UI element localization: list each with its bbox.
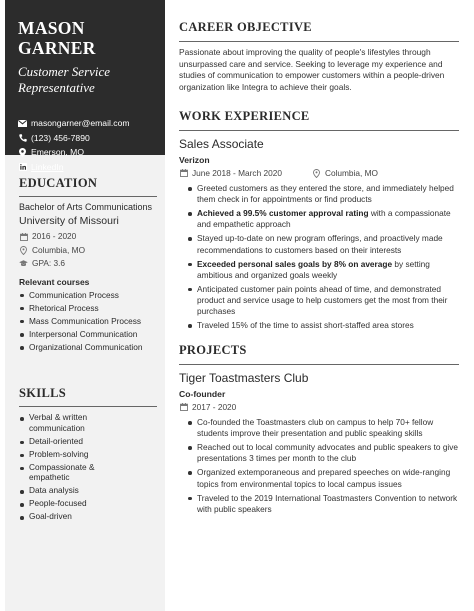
- calendar-icon: [19, 233, 28, 241]
- divider: [19, 406, 157, 407]
- list-item: Problem-solving: [19, 449, 137, 460]
- job-location: Columbia, MO: [324, 168, 378, 178]
- sidebar: [5, 0, 165, 611]
- contact-location: [18, 145, 165, 160]
- list-item: Verbal & written communication: [19, 412, 137, 433]
- job-dates: June 2018 - March 2020: [192, 168, 282, 178]
- skills-heading: SKILLS: [19, 386, 66, 400]
- list-item: Co-founded the Toastmasters club on campus to help 70+ fellow students improve their presentation and public speaking skills: [179, 417, 459, 439]
- courses-heading: Relevant courses: [19, 276, 90, 287]
- list-item: Organizational Communication: [19, 341, 157, 354]
- education-location: Columbia, MO: [19, 244, 157, 258]
- divider: [179, 364, 459, 365]
- courses-list: [19, 289, 157, 355]
- list-item: Reached out to local community advocates and public speakers to give presentations 3 times per month to the club: [179, 442, 459, 464]
- project-bullets: [179, 417, 459, 515]
- education-heading: EDUCATION: [19, 176, 98, 190]
- objective-heading: CAREER OBJECTIVE: [179, 20, 312, 34]
- list-item: Rhetorical Process: [19, 302, 157, 315]
- experience-bullets: [179, 183, 459, 331]
- phone-text: (123) 456-7890: [31, 132, 90, 143]
- project-meta: [179, 401, 459, 413]
- calendar-icon: [179, 403, 188, 411]
- list-item: People-focused: [19, 498, 137, 509]
- list-item: Anticipated customer pain points ahead of time, and demonstrated product and service usage to help customers get the most from their purchases: [179, 284, 459, 318]
- job-title: Sales Associate: [179, 137, 264, 151]
- phone-icon: [18, 133, 27, 142]
- education-gpa: GPA: 3.6: [19, 257, 157, 271]
- job-meta: [179, 167, 459, 179]
- experience-heading: WORK EXPERIENCE: [179, 109, 310, 123]
- graduation-cap-icon: [19, 260, 28, 267]
- skills-section: [19, 386, 157, 524]
- school-name: University of Missouri: [19, 215, 119, 227]
- list-item: Traveled 15% of the time to assist short-staffed area stores: [179, 320, 459, 331]
- list-item: Compassionate & empathetic: [19, 462, 137, 483]
- project-role: Co-founder: [179, 389, 226, 399]
- degree: Bachelor of Arts Communications: [19, 202, 153, 212]
- list-item: Greeted customers as they entered the store, and immediately helped them check in for appointments or find products: [179, 183, 459, 205]
- list-item: Stayed up-to-date on new program offerings, and proactively made recommendations to customers based on their interests: [179, 233, 459, 255]
- experience-section: [179, 109, 459, 334]
- map-pin-icon: [18, 148, 27, 157]
- list-item: Mass Communication Process: [19, 315, 157, 328]
- linkedin-icon: [18, 162, 27, 171]
- map-pin-icon: [312, 169, 321, 178]
- linkedin-link[interactable]: LinkedIn: [31, 161, 64, 172]
- education-dates: 2016 - 2020: [19, 230, 157, 244]
- list-item: Goal-driven: [19, 511, 137, 522]
- skills-list: [19, 412, 137, 522]
- list-item: Exceeded personal sales goals by 8% on average by setting ambitious and organized goals weekly: [179, 259, 459, 281]
- candidate-title: Customer Service Representative: [18, 64, 111, 95]
- list-item: Interpersonal Communication: [19, 328, 157, 341]
- divider: [19, 196, 157, 197]
- project-name: Tiger Toastmasters Club: [179, 371, 309, 385]
- list-item: Organized extemporaneous and prepared speeches on wide-ranging topics from environmental topics to local campus issues: [179, 467, 459, 489]
- project-dates: 2017 - 2020: [192, 402, 237, 412]
- projects-section: [179, 343, 459, 518]
- calendar-icon: [179, 169, 188, 177]
- objective-text: Passionate about improving the quality of people's lifestyles through unsurpassed care and service. Seeking to leverage my experience and studies of communication to empower customers within a people-driven organization like Integra to achieve their goals.: [179, 47, 445, 92]
- resume-header: [5, 0, 165, 172]
- list-item: Achieved a 99.5% customer approval rating with a compassionate and empathetic approach: [179, 208, 459, 230]
- objective-section: [179, 20, 459, 93]
- company-name: Verizon: [179, 155, 210, 165]
- list-item: Data analysis: [19, 485, 137, 496]
- contact-email: [18, 116, 165, 131]
- contact-linkedin[interactable]: [18, 160, 165, 175]
- envelope-icon: [18, 119, 27, 128]
- map-pin-icon: [19, 246, 28, 255]
- divider: [179, 130, 459, 131]
- list-item: Traveled to the 2019 International Toastmasters Convention to network with public speakers: [179, 493, 459, 515]
- list-item: Detail-oriented: [19, 436, 137, 447]
- list-item: Communication Process: [19, 289, 157, 302]
- projects-heading: PROJECTS: [179, 343, 247, 357]
- candidate-name: MASON GARNER: [18, 18, 96, 58]
- contact-phone: [18, 131, 165, 146]
- divider: [179, 41, 459, 42]
- email-text: masongarner@email.com: [31, 118, 130, 128]
- location-text: Emerson, MO: [31, 147, 85, 157]
- contact-info: [18, 116, 165, 174]
- education-section: [19, 176, 157, 355]
